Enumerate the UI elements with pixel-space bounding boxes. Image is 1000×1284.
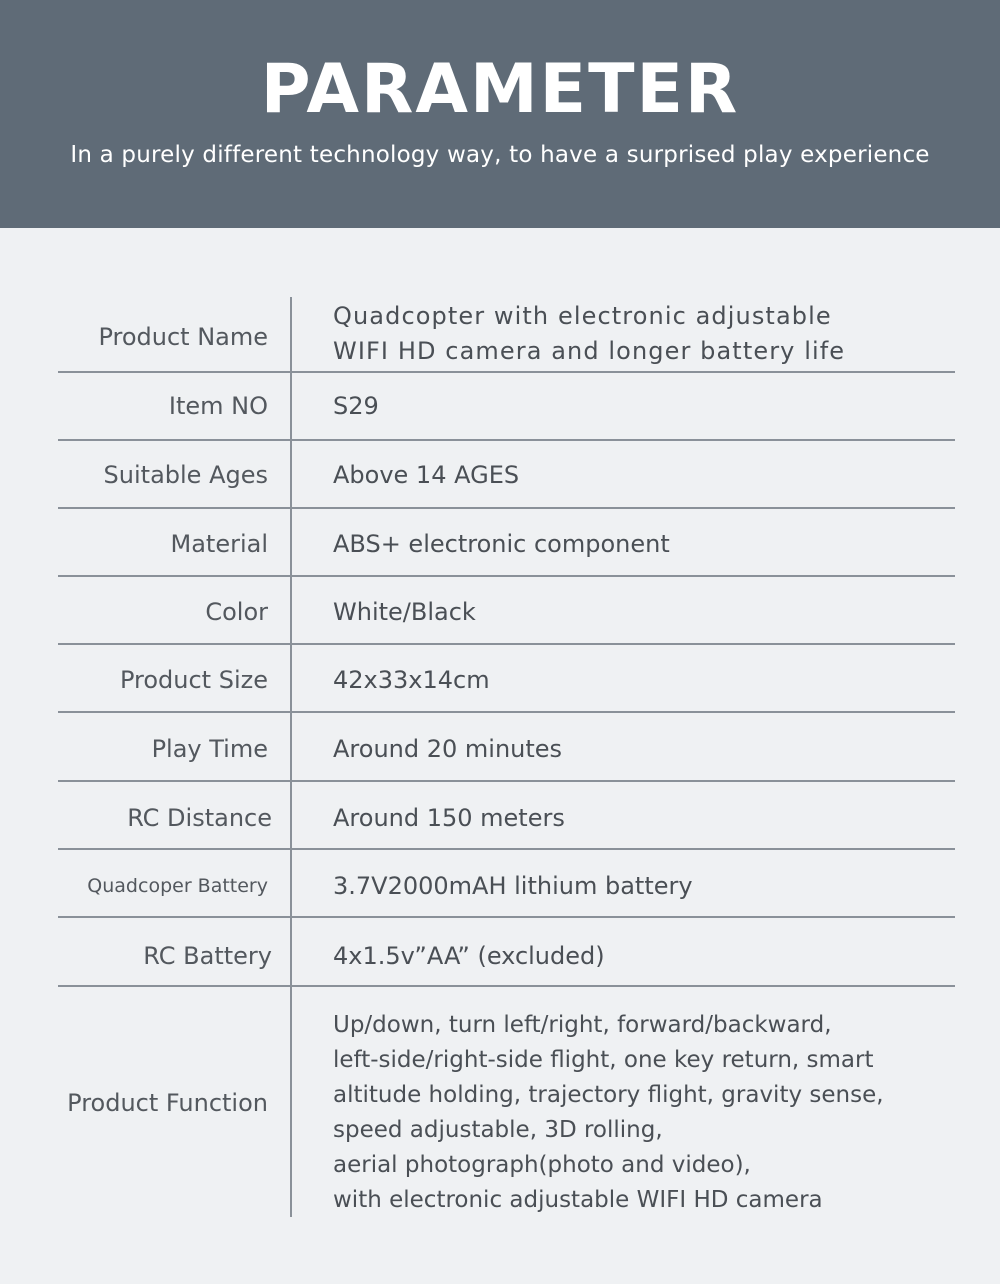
row-divider — [58, 371, 955, 373]
row-label: Suitable Ages — [103, 461, 268, 489]
row-label: Item NO — [168, 392, 268, 420]
row-value: Around 20 minutes — [333, 735, 563, 763]
row-divider — [58, 711, 955, 713]
row-divider — [58, 780, 955, 782]
row-value: Above 14 AGES — [333, 461, 520, 489]
row-label: Play Time — [151, 735, 268, 763]
row-label: Color — [205, 598, 268, 626]
row-value: 4x1.5v”AA” (excluded) — [333, 942, 605, 970]
row-value: ABS+ electronic component — [333, 530, 670, 558]
row-label: Material — [170, 530, 268, 558]
row-divider — [58, 439, 955, 441]
row-label: Quadcoper Battery — [87, 875, 268, 897]
row-label: RC Distance — [127, 804, 272, 832]
row-label: Product Function — [67, 1089, 268, 1117]
column-divider — [290, 297, 292, 1217]
row-divider — [58, 575, 955, 577]
row-divider — [58, 985, 955, 987]
row-divider — [58, 848, 955, 850]
row-value: White/Black — [333, 598, 476, 626]
row-value: 42x33x14cm — [333, 666, 490, 694]
page-subtitle: In a purely different technology way, to have a surprised play experience — [70, 142, 930, 168]
row-divider — [58, 643, 955, 645]
row-divider — [58, 507, 955, 509]
row-label: Product Name — [98, 323, 268, 351]
row-value: S29 — [333, 392, 379, 420]
row-value: 3.7V2000mAH lithium battery — [333, 872, 693, 900]
row-divider — [58, 916, 955, 918]
page-title: PARAMETER — [260, 50, 740, 129]
row-label: Product Size — [119, 666, 268, 694]
row-value: Quadcopter with electronic adjustable WIFI HD camera and longer battery life — [333, 302, 846, 365]
row-value: Around 150 meters — [333, 804, 565, 832]
row-label: RC Battery — [143, 942, 272, 970]
row-value: Up/down, turn left/right, forward/backward, left-side/right-side flight, one key return, smart altitude holding, trajectory flight, gravity sense, speed adjustable, 3D rolling, aerial photograph(photo and video), with electronic adjustable WIFI HD camera — [333, 1012, 884, 1213]
